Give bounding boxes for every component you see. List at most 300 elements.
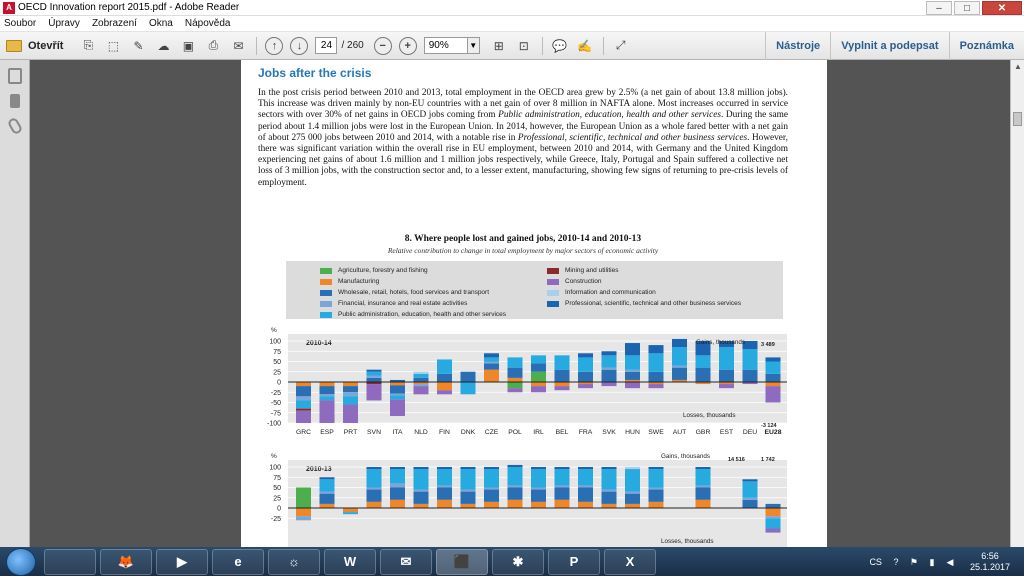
bar-segment: [367, 469, 382, 487]
bar-segment: [296, 516, 311, 520]
bar-segment: [696, 485, 711, 487]
x-tick-label: AUT: [672, 429, 687, 436]
bar-segment: [508, 488, 523, 500]
attachment-icon[interactable]: [6, 117, 23, 136]
legend-item: [320, 300, 467, 307]
bar-segment: [320, 382, 335, 386]
bar-segment: [743, 481, 758, 497]
adobe-reader-taskbar-icon[interactable]: ⬛: [436, 549, 488, 575]
bar-segment: [320, 400, 335, 423]
stacked-bar-charts: [241, 318, 827, 547]
legend-item: [547, 267, 618, 274]
bar-segment: [484, 357, 499, 361]
bar-segment: [437, 467, 452, 469]
maximize-button[interactable]: □: [954, 1, 980, 15]
bar-segment: [320, 479, 335, 491]
scroll-thumb[interactable]: [1013, 112, 1022, 126]
x-tick-label: GBR: [695, 429, 711, 436]
y-tick-label: 100: [269, 338, 281, 346]
y-tick-label: 0: [277, 379, 281, 387]
legend-item: [320, 289, 489, 296]
fill-sign-link[interactable]: Vyplnit a podepsat: [830, 32, 948, 60]
legend-swatch: [547, 268, 559, 274]
bar-segment: [390, 467, 405, 469]
bar-segment: [696, 467, 711, 469]
x-tick-label: ITA: [392, 429, 403, 436]
bar-segment: [343, 382, 358, 386]
explorer-taskbar-icon[interactable]: [44, 549, 96, 575]
bar-segment: [367, 376, 382, 378]
edit-icon[interactable]: ✎: [133, 38, 144, 53]
bar-segment: [555, 370, 570, 382]
bar-segment: [578, 467, 593, 469]
losses-label: Losses, thousands: [661, 538, 714, 545]
bar-segment: [625, 372, 640, 380]
bar-segment: [484, 488, 499, 490]
bar-segment: [414, 492, 429, 504]
x-tick-label: SVK: [602, 429, 616, 436]
fullscreen-icon[interactable]: ⤢: [615, 38, 626, 52]
x-tick-label: CZE: [484, 429, 499, 436]
bar-segment: [578, 357, 593, 371]
bar-segment: [414, 386, 429, 394]
bar-segment: [649, 384, 664, 388]
bar-segment: [531, 382, 546, 386]
legend-swatch: [320, 268, 332, 274]
language-indicator[interactable]: CS: [869, 556, 882, 567]
bar-segment: [461, 382, 476, 394]
bar-segment: [602, 370, 617, 382]
x-tick-label: POL: [508, 429, 522, 436]
bar-segment: [602, 504, 617, 508]
bar-segment: [484, 469, 499, 487]
legend-label: Financial, insurance and real estate activities: [338, 300, 468, 307]
fit-width-icon[interactable]: ⊡: [518, 38, 529, 53]
window-title: OECD Innovation report 2015.pdf - Adobe Reader: [18, 2, 240, 13]
bar-segment: [625, 370, 640, 372]
bar-segment: [531, 488, 546, 490]
bar-segment: [437, 488, 452, 500]
bar-segment: [461, 467, 476, 469]
create-pdf-icon[interactable]: ⎘: [83, 38, 94, 52]
chevron-down-icon[interactable]: ▼: [468, 37, 480, 54]
bar-segment: [414, 372, 429, 374]
bar-segment: [367, 488, 382, 490]
bar-segment: [367, 490, 382, 502]
vertical-scrollbar[interactable]: [1010, 60, 1024, 547]
gains-value: 1 742: [761, 457, 775, 463]
bar-segment: [766, 357, 781, 361]
y-tick-label: -25: [270, 515, 281, 523]
bar-segment: [343, 405, 358, 423]
bar-segment: [602, 469, 617, 490]
x-tick-label: IRL: [533, 429, 544, 436]
bar-segment: [766, 374, 781, 382]
x-tick-label: NLD: [414, 429, 428, 436]
bar-segment: [508, 388, 523, 392]
gains-label: Gains, thousands: [661, 453, 711, 460]
bar-segment: [649, 353, 664, 371]
previous-page-icon[interactable]: ↑: [265, 37, 283, 55]
paragraph-text: . However, there was significant variation within the overall rise in EU employment, between 2010 and 2014, with Germany and the United Kingdom experiencing net gains of about 1.6 million and 1 million jobs respectively, while Greece, Italy, Portugal and Spain suffered a collective net loss of 3 million jobs, with the construction sector and, to a lesser extent, manufacturing, showing few signs of returning to pre-crisis levels of employment.: [258, 132, 788, 188]
clock[interactable]: [970, 551, 1010, 573]
legend-swatch: [320, 301, 332, 307]
bar-segment: [390, 483, 405, 487]
upload-cloud-icon[interactable]: ☁: [157, 38, 170, 53]
bar-segment: [508, 382, 523, 388]
bar-segment: [625, 504, 640, 508]
open-button[interactable]: [6, 40, 63, 52]
bar-segment: [672, 347, 687, 365]
x-tick-label: BEL: [555, 429, 569, 436]
bar-segment: [320, 386, 335, 394]
legend-item: [320, 311, 506, 318]
bar-segment: [625, 467, 640, 469]
bar-segment: [602, 355, 617, 367]
title-bar: [0, 0, 1024, 16]
bar-segment: [602, 492, 617, 504]
x-tick-label: EU28: [764, 429, 782, 436]
bar-segment: [625, 494, 640, 504]
bar-segment: [602, 368, 617, 370]
bar-segment: [555, 467, 570, 469]
y-tick-label: -25: [270, 389, 281, 397]
bar-segment: [696, 355, 711, 367]
bar-segment: [649, 502, 664, 508]
legend-swatch: [320, 312, 332, 318]
bar-segment: [367, 384, 382, 400]
bar-segment: [766, 362, 781, 374]
app-taskbar-icon[interactable]: ☼: [268, 549, 320, 575]
bar-segment: [719, 347, 734, 370]
bar-segment: [766, 382, 781, 386]
bar-segment: [343, 386, 358, 392]
bar-segment: [508, 368, 523, 378]
bar-segment: [414, 490, 429, 492]
bar-segment: [672, 368, 687, 380]
bar-segment: [508, 467, 523, 485]
x-tick-label: EST: [719, 429, 734, 436]
open-label: Otevřít: [28, 39, 64, 52]
legend-label: Manufacturing: [338, 278, 380, 285]
bar-segment: [555, 355, 570, 369]
scroll-up-icon[interactable]: ▲: [1014, 62, 1022, 71]
chart-title: 2010-13: [306, 466, 332, 473]
bar-segment: [484, 370, 499, 382]
zoom-select[interactable]: 90%: [424, 37, 468, 54]
bar-segment: [437, 382, 452, 390]
y-axis-unit: %: [271, 327, 277, 334]
bar-segment: [743, 370, 758, 382]
y-tick-label: 25: [273, 369, 281, 377]
gains-label: Gains, thousands: [696, 339, 746, 346]
toolbar-divider: [256, 37, 257, 55]
bar-segment: [555, 488, 570, 500]
bar-segment: [743, 479, 758, 481]
bar-segment: [696, 368, 711, 382]
bar-segment: [390, 393, 405, 395]
bar-segment: [320, 494, 335, 504]
y-tick-label: 75: [273, 348, 281, 356]
bar-segment: [531, 469, 546, 487]
bar-segment: [649, 469, 664, 487]
bar-segment: [414, 469, 429, 490]
y-tick-label: 50: [273, 359, 281, 366]
close-button[interactable]: ✕: [982, 1, 1022, 15]
legend-label: Information and communication: [565, 289, 656, 296]
page-number-input[interactable]: 24: [315, 37, 337, 54]
media-player-taskbar-icon[interactable]: ▶: [156, 549, 208, 575]
toolbar-divider: [542, 37, 543, 55]
bar-segment: [484, 467, 499, 469]
gains-value: 3 489: [761, 342, 775, 348]
paragraph-text: . During the same period about 1.4 million jobs were lost in the European Union. In 2014, however, the European Union as a whole fared better with a net gain of about 275 000 jobs between 2010 and 2014, with a notable rise in: [258, 110, 788, 143]
x-tick-label: SWE: [648, 429, 664, 436]
menu-bar: [0, 16, 1024, 32]
bar-segment: [484, 502, 499, 508]
bar-segment: [343, 392, 358, 396]
bar-segment: [602, 467, 617, 469]
bar-segment: [367, 502, 382, 508]
bar-segment: [367, 372, 382, 376]
bar-segment: [437, 359, 452, 373]
bar-segment: [672, 339, 687, 347]
y-tick-label: 100: [269, 464, 281, 472]
bar-segment: [578, 372, 593, 382]
x-tick-label: GRC: [295, 429, 312, 436]
network-icon[interactable]: ▮: [929, 556, 935, 567]
navigation-panel: [0, 60, 30, 547]
bar-segment: [367, 370, 382, 372]
bar-segment: [343, 396, 358, 404]
legend-item: [320, 267, 428, 274]
body-paragraph: [258, 88, 788, 189]
y-tick-label: -50: [270, 400, 281, 407]
y-tick-label: 25: [273, 495, 281, 503]
bar-segment: [578, 485, 593, 487]
bar-segment: [437, 390, 452, 394]
legend-swatch: [320, 279, 332, 285]
bar-segment: [484, 362, 499, 364]
bar-segment: [602, 490, 617, 492]
bar-segment: [766, 508, 781, 516]
bar-segment: [743, 498, 758, 500]
bar-segment: [719, 370, 734, 382]
bar-segment: [320, 396, 335, 400]
bar-segment: [296, 411, 311, 423]
legend-label: Construction: [565, 278, 602, 285]
comment-link[interactable]: Poznámka: [949, 32, 1024, 60]
y-axis-unit: %: [271, 453, 277, 460]
legend-swatch: [547, 279, 559, 285]
bar-segment: [437, 500, 452, 508]
paragraph-italic: Public administration, education, health and other services: [498, 110, 721, 121]
highlight-icon[interactable]: ✍: [577, 38, 593, 53]
bar-segment: [461, 504, 476, 508]
bar-segment: [296, 488, 311, 509]
menu-soubor[interactable]: Soubor: [4, 18, 37, 29]
y-tick-label: 0: [277, 505, 281, 513]
bar-segment: [625, 382, 640, 388]
bar-segment: [531, 364, 546, 372]
bar-segment: [437, 485, 452, 487]
bar-segment: [602, 351, 617, 355]
bar-segment: [766, 516, 781, 518]
bar-segment: [296, 409, 311, 411]
bar-segment: [508, 465, 523, 467]
volume-icon[interactable]: ◀: [946, 556, 954, 567]
losses-label: Losses, thousands: [683, 412, 736, 419]
email-icon[interactable]: ✉: [233, 38, 244, 53]
system-tray: [869, 547, 1016, 576]
legend-label: Mining and utilities: [565, 267, 619, 274]
mail-taskbar-icon[interactable]: ✉: [380, 549, 432, 575]
bookmark-icon[interactable]: [10, 94, 20, 108]
bar-segment: [578, 353, 593, 357]
bar-segment: [484, 353, 499, 357]
tools-link[interactable]: Nástroje: [765, 32, 830, 60]
legend-swatch: [320, 290, 332, 296]
firefox-taskbar-icon[interactable]: 🦊: [100, 549, 152, 575]
panel-links: [765, 32, 1024, 60]
bar-segment: [578, 384, 593, 388]
app-taskbar-icon[interactable]: ✱: [492, 549, 544, 575]
bar-segment: [390, 385, 405, 393]
bar-segment: [437, 374, 452, 382]
bar-segment: [625, 343, 640, 355]
export-pdf-icon[interactable]: ⬚: [107, 38, 120, 53]
bar-segment: [766, 386, 781, 402]
section-heading: Jobs after the crisis: [258, 66, 372, 80]
menu-okna[interactable]: Okna: [148, 18, 173, 29]
bar-segment: [531, 355, 546, 363]
clock-time: 6:56: [981, 550, 999, 561]
bar-segment: [555, 500, 570, 508]
bar-segment: [320, 492, 335, 494]
y-tick-label: -100: [266, 420, 281, 428]
legend-swatch: [547, 301, 559, 307]
bar-segment: [390, 382, 405, 385]
bar-segment: [367, 378, 382, 382]
losses-value: -3 124: [761, 423, 777, 429]
zoom-in-icon[interactable]: +: [399, 37, 417, 55]
legend-item: [320, 278, 379, 285]
legend-item: [547, 289, 656, 296]
legend-item: [547, 300, 741, 307]
next-page-icon[interactable]: ↓: [290, 37, 308, 55]
bar-segment: [390, 488, 405, 500]
bar-segment: [390, 469, 405, 483]
adobe-reader-icon: A: [3, 2, 15, 14]
bar-segment: [649, 345, 664, 353]
bar-segment: [437, 469, 452, 485]
bar-segment: [766, 529, 781, 533]
bar-segment: [508, 357, 523, 367]
bar-segment: [320, 504, 335, 508]
x-tick-label: DNK: [460, 429, 476, 436]
bar-segment: [390, 400, 405, 416]
bar-segment: [766, 518, 781, 528]
menu-upravy[interactable]: Úpravy: [48, 18, 80, 29]
bar-segment: [484, 364, 499, 370]
bar-segment: [414, 378, 429, 382]
bar-segment: [367, 467, 382, 469]
y-tick-label: -75: [270, 410, 281, 418]
bar-segment: [649, 467, 664, 469]
bar-segment: [625, 355, 640, 369]
legend-label: Wholesale, retail, hotels, food services and transport: [338, 289, 490, 296]
comment-icon[interactable]: 💬: [552, 38, 568, 53]
bar-segment: [531, 386, 546, 392]
toolbar-divider: [603, 37, 604, 55]
bar-segment: [296, 508, 311, 516]
page-thumbnails-icon[interactable]: [8, 68, 22, 84]
bar-segment: [696, 500, 711, 508]
zoom-out-icon[interactable]: −: [374, 37, 392, 55]
bar-segment: [719, 384, 734, 388]
x-tick-label: FIN: [439, 429, 450, 436]
gains-value: 14 516: [728, 457, 745, 463]
menu-zobrazeni[interactable]: Zobrazení: [91, 18, 137, 29]
legend-item: [547, 278, 602, 285]
bar-segment: [555, 382, 570, 386]
ie-taskbar-icon[interactable]: e: [212, 549, 264, 575]
bar-segment: [320, 394, 335, 396]
bar-segment: [461, 372, 476, 382]
save-icon[interactable]: ▣: [182, 38, 195, 53]
bar-segment: [343, 512, 358, 514]
help-icon[interactable]: ?: [893, 556, 899, 567]
menu-napoveda[interactable]: Nápověda: [184, 18, 231, 29]
bar-segment: [414, 384, 429, 386]
clock-date: 25.1.2017: [969, 561, 1010, 572]
bar-segment: [743, 500, 758, 508]
windows-taskbar: [0, 547, 1024, 576]
bar-segment: [414, 467, 429, 469]
paragraph-italic: Professional, scientific, technical and other business services: [517, 132, 748, 143]
bar-segment: [508, 485, 523, 487]
bar-segment: [461, 492, 476, 504]
bar-segment: [625, 469, 640, 492]
bar-segment: [649, 490, 664, 502]
start-button[interactable]: [6, 548, 36, 576]
flag-icon[interactable]: ⚑: [909, 556, 918, 567]
chart-legend: [286, 261, 783, 319]
legend-label: Public administration, education, health and other services: [338, 311, 507, 318]
bar-segment: [531, 467, 546, 469]
bar-segment: [508, 500, 523, 508]
legend-swatch: [547, 290, 559, 296]
excel-taskbar-icon[interactable]: X: [604, 549, 656, 575]
fit-page-icon[interactable]: ⊞: [493, 38, 504, 53]
figure-title: 8. Where people lost and gained jobs, 2010-14 and 2010-13: [404, 234, 642, 244]
minimize-button[interactable]: –: [926, 1, 952, 15]
x-tick-label: ESP: [320, 429, 334, 436]
y-tick-label: 75: [273, 474, 281, 482]
bar-segment: [461, 469, 476, 490]
print-icon[interactable]: ⎙: [208, 38, 219, 52]
bar-segment: [578, 488, 593, 502]
x-tick-label: HUN: [625, 429, 640, 436]
bar-segment: [696, 469, 711, 485]
bar-segment: [414, 504, 429, 508]
x-tick-label: FRA: [578, 429, 593, 436]
bar-segment: [555, 386, 570, 390]
legend-label: Agriculture, forestry and fishing: [338, 267, 428, 274]
x-tick-label: PRT: [343, 429, 358, 436]
word-taskbar-icon[interactable]: W: [324, 549, 376, 575]
powerpoint-taskbar-icon[interactable]: P: [548, 549, 600, 575]
